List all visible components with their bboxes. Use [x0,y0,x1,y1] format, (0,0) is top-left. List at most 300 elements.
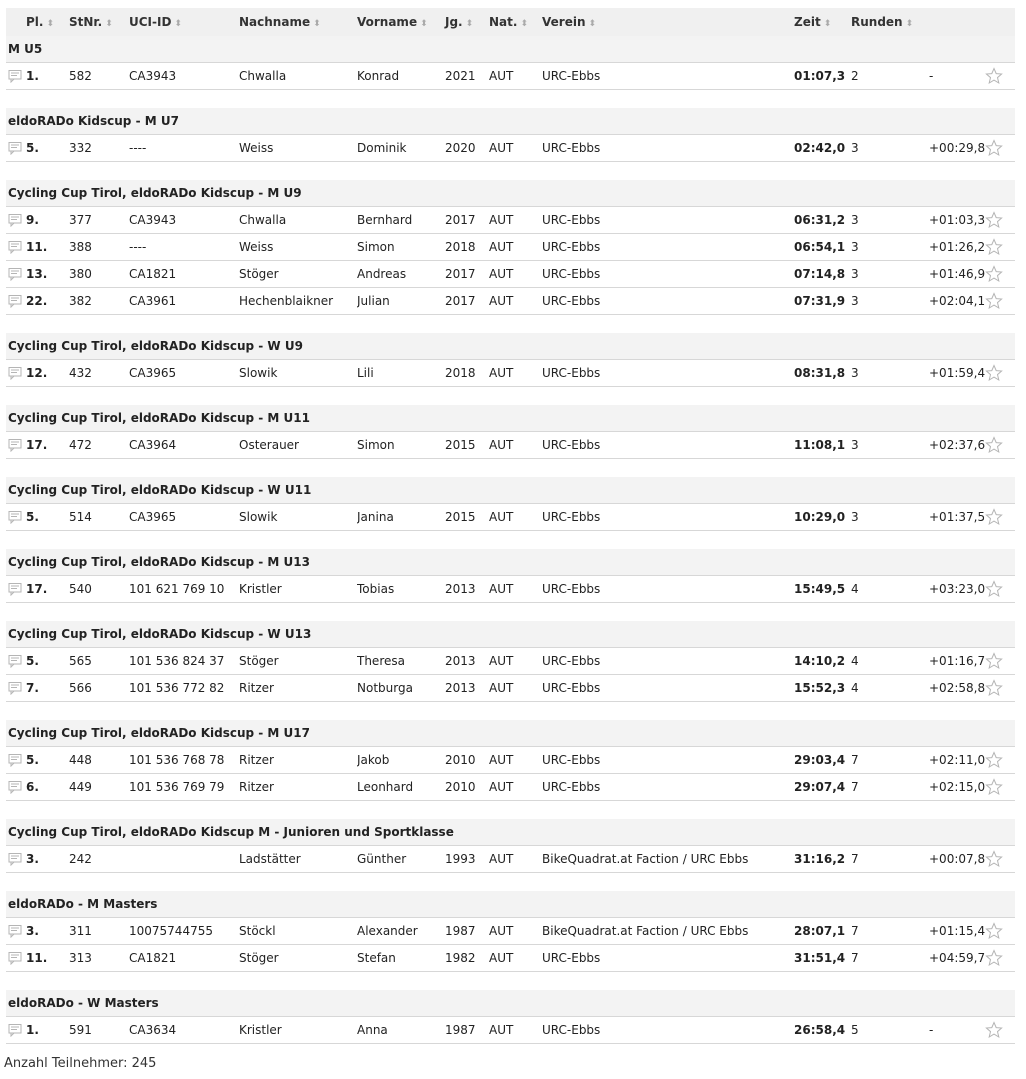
cell-nat: AUT [489,135,542,162]
comment-icon[interactable] [8,510,22,524]
cell-uci-id: CA3634 [129,1017,239,1044]
star-outline-icon[interactable] [985,778,1003,796]
cell-favorite [985,576,1015,603]
comment-icon[interactable] [8,852,22,866]
group-spacer [6,801,1015,820]
star-outline-icon[interactable] [985,751,1003,769]
category-header-row [6,549,1015,576]
group-spacer [6,315,1015,334]
col-header-nat[interactable] [489,8,542,36]
cell-vorname: Alexander [357,918,445,945]
comment-icon[interactable] [8,654,22,668]
cell-uci-id: CA3943 [129,207,239,234]
cell-vorname: Janina [357,504,445,531]
cell-jg: 2018 [445,360,489,387]
cell-stnr: 514 [69,504,129,531]
cell-diff: +01:26,2 [929,234,985,261]
category-header-row [6,477,1015,504]
comment-icon[interactable] [8,438,22,452]
cell-nachname: Ritzer [239,774,357,801]
cell-verein: BikeQuadrat.at Faction / URC Ebbs [542,846,794,873]
cell-favorite [985,846,1015,873]
result-row[interactable] [6,360,1015,387]
cell-nat: AUT [489,576,542,603]
col-header-favorite [985,8,1015,36]
cell-pl [6,432,69,459]
cell-nat: AUT [489,774,542,801]
placing: 13. [26,266,48,281]
comment-icon[interactable] [8,213,22,227]
cell-pl [6,360,69,387]
group-spacer [6,603,1015,622]
cell-pl [6,234,69,261]
sort-arrows-icon[interactable]: ⬍ [105,19,113,29]
star-outline-icon[interactable] [985,67,1003,85]
cell-runden: 3 [851,432,929,459]
comment-icon[interactable] [8,924,22,938]
cell-runden: 4 [851,576,929,603]
cell-uci-id: 101 536 769 79 [129,774,239,801]
group-spacer [6,459,1015,478]
result-row[interactable] [6,846,1015,873]
group-spacer [6,90,1015,109]
col-header-uci-id[interactable] [129,8,239,36]
placing: 22. [26,293,48,308]
sort-arrows-icon[interactable]: ⬍ [520,19,528,29]
cell-stnr: 432 [69,360,129,387]
cell-verein: URC-Ebbs [542,504,794,531]
comment-icon[interactable] [8,69,22,83]
cell-vorname: Andreas [357,261,445,288]
cell-nat: AUT [489,747,542,774]
cell-zeit: 29:03,4 [794,747,851,774]
cell-runden: 7 [851,945,929,972]
cell-zeit: 31:51,4 [794,945,851,972]
placing: 3. [26,851,39,866]
star-outline-icon[interactable] [985,949,1003,967]
category-title: Cycling Cup Tirol, eldoRADo Kidscup - M U17 [6,720,1015,747]
comment-icon[interactable] [8,582,22,596]
comment-icon[interactable] [8,141,22,155]
cell-jg: 1993 [445,846,489,873]
cell-zeit: 14:10,2 [794,648,851,675]
cell-nachname: Chwalla [239,207,357,234]
col-header-nachname[interactable] [239,8,357,36]
star-outline-icon[interactable] [985,1021,1003,1039]
cell-diff: +01:46,9 [929,261,985,288]
category-header-row [6,819,1015,846]
cell-stnr: 566 [69,675,129,702]
category-title: Cycling Cup Tirol, eldoRADo Kidscup - W U13 [6,621,1015,648]
cell-verein: URC-Ebbs [542,675,794,702]
cell-vorname: Jakob [357,747,445,774]
star-outline-icon[interactable] [985,508,1003,526]
result-row[interactable] [6,207,1015,234]
cell-jg: 1987 [445,918,489,945]
category-title: Cycling Cup Tirol, eldoRADo Kidscup - M U9 [6,180,1015,207]
col-header-verein[interactable] [542,8,794,36]
sort-arrows-icon[interactable]: ⬍ [905,19,914,29]
cell-runden: 4 [851,675,929,702]
result-row[interactable] [6,261,1015,288]
star-outline-icon[interactable] [985,139,1003,157]
col-header-vorname[interactable] [357,8,445,36]
cell-favorite [985,288,1015,315]
comment-icon[interactable] [8,780,22,794]
cell-stnr: 311 [69,918,129,945]
cell-nat: AUT [489,360,542,387]
cell-nachname: Kristler [239,576,357,603]
cell-pl [6,846,69,873]
category-header-row [6,36,1015,63]
cell-jg: 2017 [445,261,489,288]
cell-jg: 2017 [445,207,489,234]
cell-uci-id [129,846,239,873]
cell-verein: URC-Ebbs [542,576,794,603]
cell-zeit: 10:29,0 [794,504,851,531]
result-row[interactable] [6,774,1015,801]
cell-nat: AUT [489,432,542,459]
cell-verein: URC-Ebbs [542,234,794,261]
cell-diff: +01:37,5 [929,504,985,531]
group-spacer [6,387,1015,406]
result-row[interactable] [6,234,1015,261]
cell-verein: URC-Ebbs [542,63,794,90]
cell-vorname: Bernhard [357,207,445,234]
cell-stnr: 377 [69,207,129,234]
cell-uci-id: 101 536 768 78 [129,747,239,774]
cell-favorite [985,648,1015,675]
placing: 7. [26,680,39,695]
cell-verein: URC-Ebbs [542,648,794,675]
category-title: eldoRADo - M Masters [6,891,1015,918]
cell-nachname: Osterauer [239,432,357,459]
cell-runden: 7 [851,774,929,801]
result-row[interactable] [6,675,1015,702]
cell-uci-id: ---- [129,234,239,261]
cell-diff: +04:59,7 [929,945,985,972]
cell-nat: AUT [489,945,542,972]
col-header-jg[interactable] [445,8,489,36]
sort-arrows-icon[interactable]: ⬍ [46,19,55,29]
cell-runden: 7 [851,918,929,945]
star-outline-icon[interactable] [985,850,1003,868]
comment-icon[interactable] [8,681,22,695]
result-row[interactable] [6,432,1015,459]
col-header-runden[interactable] [851,8,929,36]
star-outline-icon[interactable] [985,580,1003,598]
category-header-row [6,108,1015,135]
cell-verein: URC-Ebbs [542,1017,794,1044]
cell-stnr: 540 [69,576,129,603]
cell-nachname: Weiss [239,234,357,261]
comment-icon[interactable] [8,951,22,965]
col-header-stnr[interactable] [69,8,129,36]
result-row[interactable] [6,504,1015,531]
placing: 17. [26,437,48,452]
cell-uci-id: CA3965 [129,504,239,531]
cell-jg: 2015 [445,432,489,459]
cell-uci-id: CA1821 [129,261,239,288]
cell-verein: URC-Ebbs [542,747,794,774]
category-title: M U5 [6,36,1015,63]
placing: 5. [26,509,39,524]
col-header-label: StNr. [69,15,103,29]
cell-nachname: Weiss [239,135,357,162]
cell-zeit: 01:07,3 [794,63,851,90]
cell-uci-id: CA1821 [129,945,239,972]
cell-favorite [985,360,1015,387]
cell-zeit: 28:07,1 [794,918,851,945]
placing: 1. [26,68,39,83]
sort-arrows-icon[interactable]: ⬍ [313,19,321,29]
cell-nat: AUT [489,918,542,945]
cell-pl [6,747,69,774]
sort-arrows-icon[interactable]: ⬍ [174,19,182,29]
cell-verein: URC-Ebbs [542,774,794,801]
cell-runden: 7 [851,846,929,873]
group-spacer [6,873,1015,892]
sort-arrows-icon[interactable]: ⬍ [465,19,474,29]
cell-zeit: 15:52,3 [794,675,851,702]
cell-nat: AUT [489,504,542,531]
placing: 3. [26,923,39,938]
category-title: Cycling Cup Tirol, eldoRADo Kidscup - M U11 [6,405,1015,432]
cell-diff: +00:07,8 [929,846,985,873]
cell-favorite [985,63,1015,90]
category-title: Cycling Cup Tirol, eldoRADo Kidscup - W U9 [6,333,1015,360]
sort-arrows-icon[interactable]: ⬍ [588,19,597,29]
cell-stnr: 388 [69,234,129,261]
comment-icon[interactable] [8,294,22,308]
cell-diff: +02:58,8 [929,675,985,702]
result-row[interactable] [6,918,1015,945]
cell-zeit: 06:31,2 [794,207,851,234]
cell-verein: URC-Ebbs [542,135,794,162]
cell-stnr: 472 [69,432,129,459]
cell-pl [6,504,69,531]
cell-vorname: Stefan [357,945,445,972]
cell-diff: +03:23,0 [929,576,985,603]
cell-stnr: 582 [69,63,129,90]
cell-runden: 3 [851,288,929,315]
comment-icon[interactable] [8,240,22,254]
cell-pl [6,1017,69,1044]
cell-vorname: Lili [357,360,445,387]
cell-pl [6,675,69,702]
cell-diff: - [929,63,985,90]
cell-jg: 2013 [445,648,489,675]
placing: 1. [26,1022,39,1037]
cell-runden: 3 [851,135,929,162]
placing: 12. [26,365,48,380]
cell-runden: 3 [851,504,929,531]
result-row[interactable] [6,576,1015,603]
placing: 9. [26,212,39,227]
cell-uci-id: 101 536 824 37 [129,648,239,675]
cell-nachname: Ladstätter [239,846,357,873]
cell-verein: BikeQuadrat.at Faction / URC Ebbs [542,918,794,945]
cell-uci-id: 101 536 772 82 [129,675,239,702]
cell-uci-id: ---- [129,135,239,162]
cell-verein: URC-Ebbs [542,360,794,387]
comment-icon[interactable] [8,366,22,380]
cell-vorname: Konrad [357,63,445,90]
cell-zeit: 26:58,4 [794,1017,851,1044]
cell-favorite [985,234,1015,261]
star-outline-icon[interactable] [985,292,1003,310]
cell-diff: +01:03,3 [929,207,985,234]
cell-nat: AUT [489,648,542,675]
cell-zeit: 07:31,9 [794,288,851,315]
cell-vorname: Simon [357,432,445,459]
cell-jg: 2021 [445,63,489,90]
cell-nachname: Slowik [239,360,357,387]
cell-favorite [985,747,1015,774]
cell-nachname: Ritzer [239,675,357,702]
cell-nat: AUT [489,846,542,873]
cell-nat: AUT [489,675,542,702]
cell-verein: URC-Ebbs [542,432,794,459]
placing: 5. [26,140,39,155]
cell-jg: 1982 [445,945,489,972]
cell-pl [6,135,69,162]
cell-zeit: 11:08,1 [794,432,851,459]
cell-diff: +02:37,6 [929,432,985,459]
cell-vorname: Günther [357,846,445,873]
category-title: eldoRADo Kidscup - M U7 [6,108,1015,135]
cell-nat: AUT [489,207,542,234]
cell-vorname: Julian [357,288,445,315]
col-header-label: Nat. [489,15,518,29]
cell-diff: +01:59,4 [929,360,985,387]
cell-nachname: Slowik [239,504,357,531]
col-header-label: Verein [542,15,586,29]
results-panel [6,8,1015,1044]
cell-favorite [985,432,1015,459]
col-header-label: Zeit [794,15,821,29]
cell-zeit: 29:07,4 [794,774,851,801]
category-header-row [6,891,1015,918]
table-header-row [6,8,1015,36]
sort-arrows-icon[interactable]: ⬍ [420,19,428,29]
cell-diff: +02:15,0 [929,774,985,801]
cell-jg: 1987 [445,1017,489,1044]
cell-vorname: Leonhard [357,774,445,801]
cell-diff: - [929,1017,985,1044]
cell-pl [6,918,69,945]
cell-jg: 2018 [445,234,489,261]
comment-icon[interactable] [8,267,22,281]
cell-jg: 2010 [445,774,489,801]
cell-favorite [985,945,1015,972]
cell-vorname: Simon [357,234,445,261]
cell-uci-id: 101 621 769 10 [129,576,239,603]
star-outline-icon[interactable] [985,922,1003,940]
result-row[interactable] [6,747,1015,774]
star-outline-icon[interactable] [985,679,1003,697]
star-outline-icon[interactable] [985,211,1003,229]
star-outline-icon[interactable] [985,265,1003,283]
cell-runden: 4 [851,648,929,675]
cell-verein: URC-Ebbs [542,288,794,315]
cell-stnr: 382 [69,288,129,315]
result-row[interactable] [6,1017,1015,1044]
cell-zeit: 02:42,0 [794,135,851,162]
star-outline-icon[interactable] [985,436,1003,454]
col-header-zeit[interactable] [794,8,851,36]
col-header-label: Vorname [357,15,418,29]
category-title: Cycling Cup Tirol, eldoRADo Kidscup - W U11 [6,477,1015,504]
cell-diff: +02:04,1 [929,288,985,315]
star-outline-icon[interactable] [985,652,1003,670]
cell-jg: 2013 [445,675,489,702]
result-row[interactable] [6,648,1015,675]
category-title: eldoRADo - W Masters [6,990,1015,1017]
cell-stnr: 332 [69,135,129,162]
cell-favorite [985,918,1015,945]
result-row[interactable] [6,288,1015,315]
comment-icon[interactable] [8,1023,22,1037]
cell-nachname: Ritzer [239,747,357,774]
cell-vorname: Tobias [357,576,445,603]
comment-icon[interactable] [8,753,22,767]
sort-arrows-icon[interactable]: ⬍ [823,19,832,29]
cell-pl [6,774,69,801]
cell-stnr: 380 [69,261,129,288]
cell-nachname: Stöger [239,648,357,675]
cell-verein: URC-Ebbs [542,261,794,288]
cell-stnr: 448 [69,747,129,774]
star-outline-icon[interactable] [985,238,1003,256]
cell-runden: 3 [851,207,929,234]
cell-vorname: Dominik [357,135,445,162]
result-row[interactable] [6,63,1015,90]
cell-uci-id: CA3965 [129,360,239,387]
cell-nat: AUT [489,288,542,315]
col-header-label: Pl. [26,15,44,29]
cell-pl [6,945,69,972]
cell-verein: URC-Ebbs [542,945,794,972]
cell-stnr: 565 [69,648,129,675]
category-header-row [6,621,1015,648]
cell-zeit: 08:31,8 [794,360,851,387]
col-header-label: Jg. [445,15,463,29]
cell-diff: +02:11,0 [929,747,985,774]
category-header-row [6,990,1015,1017]
result-row[interactable] [6,135,1015,162]
category-header-row [6,405,1015,432]
result-row[interactable] [6,945,1015,972]
cell-nachname: Chwalla [239,63,357,90]
star-outline-icon[interactable] [985,364,1003,382]
cell-stnr: 242 [69,846,129,873]
placing: 5. [26,752,39,767]
category-title: Cycling Cup Tirol, eldoRADo Kidscup M - Junioren und Sportklasse [6,819,1015,846]
cell-vorname: Theresa [357,648,445,675]
cell-favorite [985,1017,1015,1044]
placing: 17. [26,581,48,596]
cell-runden: 3 [851,360,929,387]
col-header-pl[interactable] [6,8,69,36]
cell-vorname: Anna [357,1017,445,1044]
category-header-row [6,180,1015,207]
group-spacer [6,972,1015,991]
cell-zeit: 06:54,1 [794,234,851,261]
cell-nachname: Stöger [239,261,357,288]
cell-verein: URC-Ebbs [542,207,794,234]
cell-nachname: Kristler [239,1017,357,1044]
